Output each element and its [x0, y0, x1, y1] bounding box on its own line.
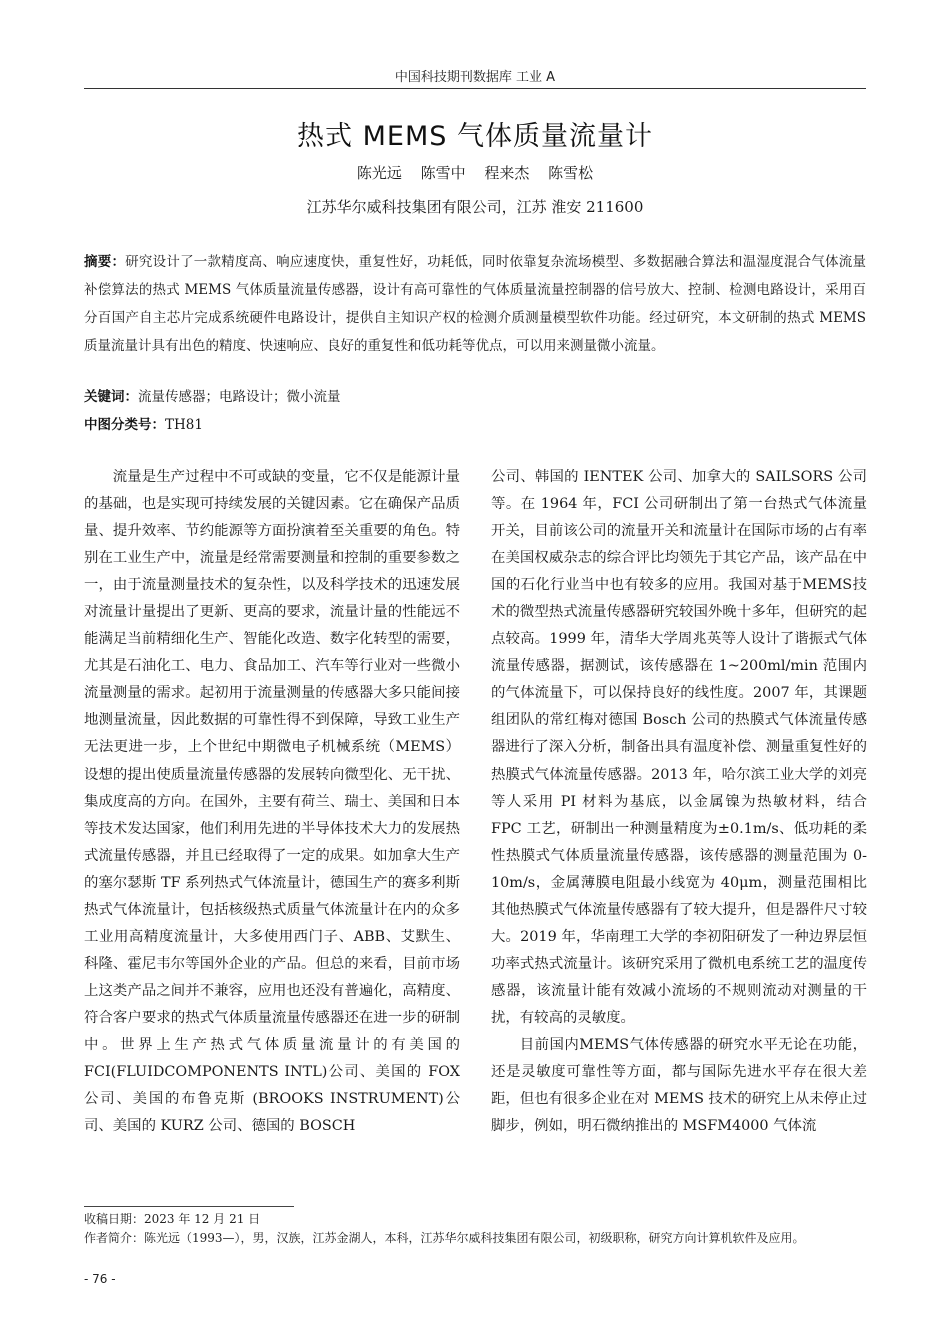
keywords-text: 流量传感器；电路设计；微小流量 [138, 389, 341, 405]
received-date: 收稿日期：2023 年 12 月 21 日 [84, 1212, 261, 1226]
header-rule [84, 88, 866, 89]
keywords-label: 关键词： [84, 389, 138, 405]
author-bio: 作者简介：陈光远（1993—），男，汉族，江苏金湖人，本科，江苏华尔威科技集团有限公司，初级职称，研究方向计算机软件及应用。 [84, 1231, 805, 1245]
footnotes [84, 1210, 866, 1248]
body-column-right [491, 464, 867, 1140]
abstract-label: 摘要： [84, 254, 126, 270]
abstract-text: 研究设计了一款精度高、响应速度快，重复性好，功耗低，同时依靠复杂流场模型、多数据融合算法和温湿度混合气体流量补偿算法的热式 MEMS 气体质量流量传感器，设计有高可靠性的气体质量流量控制器的信号放大、控制、检测电路设计，采用百分百国产自主芯片完成系统硬件电路设计，提供自主知识产权的检测介质测量模型软件功能。经过研究，本文研制的热式 MEMS 质量流量计具有出色的精度、快速响应、良好的重复性和低功耗等优点，可以用来测量微小流量。 [84, 254, 867, 354]
body-paragraph: 流量是生产过程中不可或缺的变量，它不仅是能源计量的基础，也是实现可持续发展的关键因素。它在确保产品质量、提升效率、节约能源等方面扮演着至关重要的角色。特别在工业生产中，流量是经常需要测量和控制的重要参数之一，由于流量测量技术的复杂性，以及科学技术的迅速发展对流量计量提出了更新、更高的要求，流量计量的性能远不能满足当前精细化生产、智能化改造、数字化转型的需要，尤其是石油化工、电力、食品加工、汽车等行业对一些微小流量测量的需求。起初用于流量测量的传感器大多只能间接地测量流量，因此数据的可靠性得不到保障，导致工业生产无法更进一步，上个世纪中期微电子机械系统（MEMS）设想的提出使质量流量传感器的发展转向微型化、无干扰、集成度高的方向。在国外，主要有荷兰、瑞士、美国和日本等技术发达国家，他们利用先进的半导体技术大力的发展热式流量传感器，并且已经取得了一定的成果。如加拿大生产的塞尔瑟斯 TF 系列热式气体流量计，德国生产的赛多利斯热式气体流量计，包括核级热式质量气体流量计在内的众多工业用高精度流量计，大多使用西门子、ABB、艾默生、科隆、霍尼韦尔等国外企业的产品。但总的来看，目前市场上这类产品之间并不兼容，应用也还没有普遍化，高精度、符合客户要求的热式气体质量流量传感器还在进一步的研制中。世界上生产热式气体质量流量计的有美国的 FCI(FLUIDCOMPONENTS INTL)公司、美国的 FOX 公司、美国的布鲁克斯 (BROOKS INSTRUMENT)公司、美国的 KURZ 公司、德国的 BOSCH [84, 469, 460, 1135]
body-paragraph: 公司、韩国的 IENTEK 公司、加拿大的 SAILSORS 公司等。在 1964 年，FCI 公司研制出了第一台热式气体流量开关，目前该公司的流量开关和流量计在国际市场的占有率在美国权威杂志的综合评比均领先于其它产品，该产品在中国的石化行业当中也有较多的应用。我国对基于MEMS技术的微型热式流量传感器研究较国外晚十多年，但研究的起点较高。1999 年，清华大学周兆英等人设计了谐振式气体流量传感器，据测试，该传感器在 1~200ml/min 范围内的气体流量下，可以保持良好的线性度。2007 年，其课题组团队的常红梅对德国 Bosch 公司的热膜式气体流量传感器进行了深入分析，制备出具有温度补偿、测量重复性好的热膜式气体流量传感器。2013 年，哈尔滨工业大学的刘亮等人采用 PI 材料为基底，以金属镍为热敏材料，结合 FPC 工艺，研制出一种测量精度为±0.1m/s、低功耗的柔性热膜式气体质量流量传感器，该传感器的测量范围为 0-10m/s，金属薄膜电阻最小线宽为 40μm，测量范围相比其他热膜式气体流量传感器有了较大提升，但是器件尺寸较大。2019 年，华南理工大学的李初阳研发了一种边界层恒功率式热式流量计。该研究采用了微机电系统工艺的温度传感器，该流量计能有效减小流场的不规则流动对测量的干扰，有较高的灵敏度。 [491, 469, 867, 1026]
footnote-rule [84, 1206, 294, 1207]
classification-label: 中图分类号： [84, 417, 165, 433]
body-paragraph: 目前国内MEMS气体传感器的研究水平无论在功能，还是灵敏度可靠性等方面，都与国际先进水平存在很大差距，但也有很多企业在对 MEMS 技术的研究上从未停止过脚步，例如，明石微纳推出的 MSFM4000 气体流 [491, 1036, 867, 1135]
page-number: - 76 - [84, 1272, 116, 1286]
article-title: 热式 MEMS 气体质量流量计 [297, 121, 653, 152]
article-affiliation: 江苏华尔威科技集团有限公司，江苏 淮安 211600 [306, 198, 644, 216]
abstract [84, 248, 866, 360]
classification-text: TH81 [165, 417, 203, 433]
body-column-left [84, 464, 460, 1140]
keywords [84, 385, 866, 405]
article-authors: 陈光远 陈雪中 程来杰 陈雪松 [356, 164, 594, 182]
running-head: 中国科技期刊数据库 工业 A [394, 70, 556, 85]
classification [84, 413, 866, 433]
